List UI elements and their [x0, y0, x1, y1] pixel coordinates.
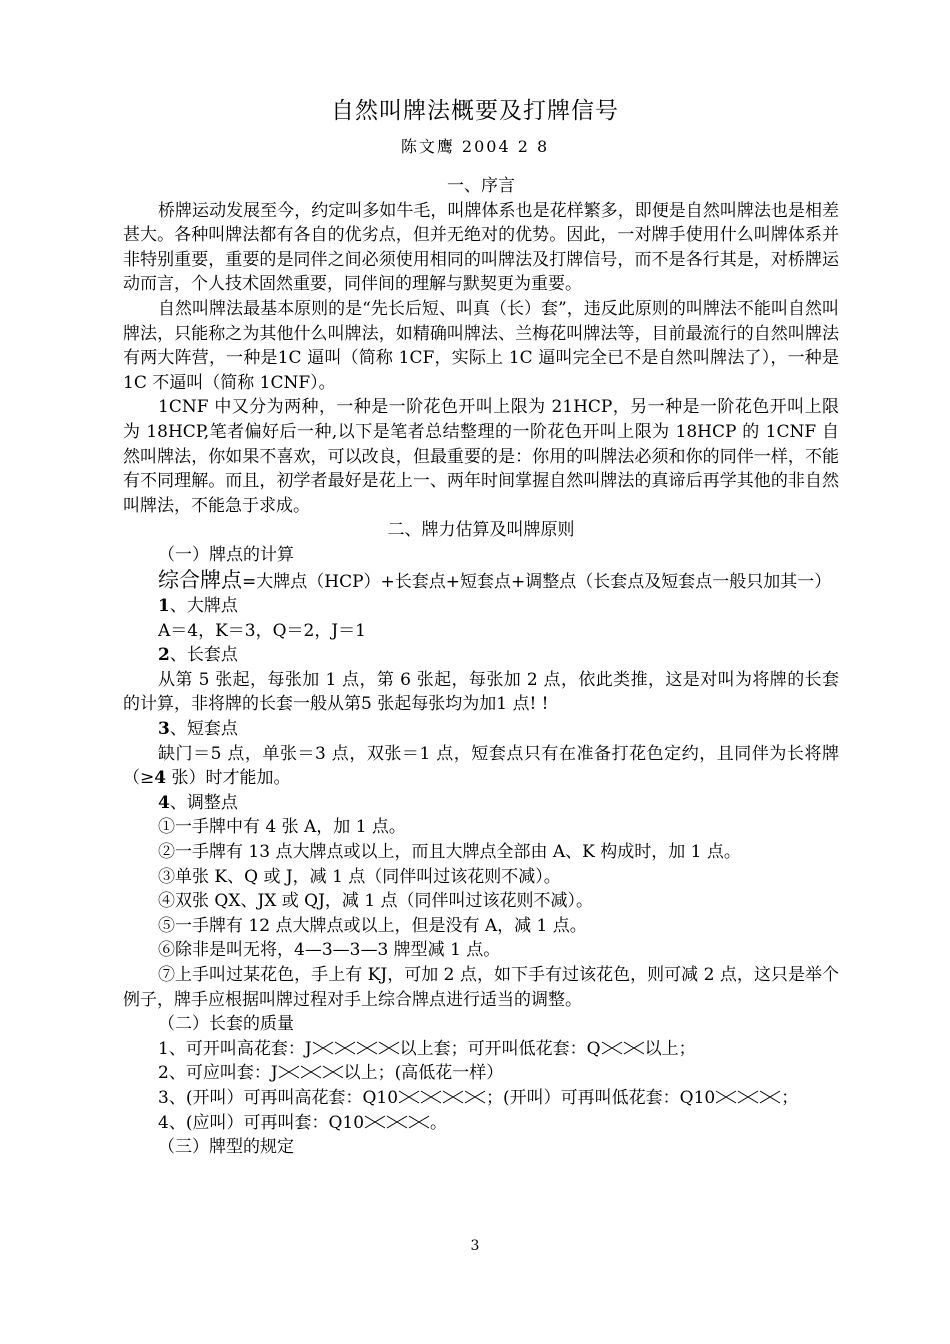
document-body: [123, 174, 839, 1160]
text-span: 。: [430, 1112, 448, 1133]
quality-line: [123, 1037, 839, 1062]
subsection-heading: （三）牌型的规定: [158, 1137, 294, 1158]
x-card-icon: [420, 1090, 442, 1104]
item-label: 、大牌点: [169, 596, 238, 617]
small-card-x-marks: [398, 1088, 486, 1108]
text-span: 以上套；可开叫低花套：Q: [399, 1038, 601, 1059]
x-card-icon: [334, 1041, 356, 1055]
small-card-x-marks: [364, 1113, 430, 1133]
text-span: 4、(应叫）可再叫套：Q10: [158, 1112, 365, 1133]
x-card-icon: [715, 1090, 737, 1104]
x-card-icon: [464, 1090, 486, 1104]
quality-line: [123, 1086, 839, 1111]
text-span: 3、(开叫）可再叫高花套：Q10: [158, 1087, 399, 1108]
quality-line: [123, 1061, 839, 1086]
item-label: 、长套点: [169, 645, 238, 666]
item-number: 1: [158, 596, 170, 617]
text-span: 张）时才能加。: [166, 768, 291, 789]
paragraph: 桥牌运动发展至今，约定叫多如牛毛，叫牌体系也是花样繁多，即便是自然叫牌法也是相差甚大。各种叫牌法都有各自的优劣点，但并无绝对的优势。因此，一对牌手使用什么叫牌体系并非特别重要，重要的是同伴之间必须使用相同的叫牌法及打牌信号，而不是各行其是，对桥牌运动而言，个人技术固然重要，同伴间的理解与默契更为重要。: [123, 200, 839, 295]
x-card-icon: [601, 1041, 623, 1055]
paragraph: 从第 5 张起，每张加 1 点，第 6 张起，每张加 2 点，依此类推，这是对叫为将牌的长套的计算，非将牌的长套一般从第5 张起每张均为加1 点! !: [123, 669, 839, 715]
text-span-bold: 4: [154, 768, 167, 789]
x-card-icon: [356, 1041, 378, 1055]
text-span: 以上；: [644, 1038, 696, 1059]
text-span: ；: [781, 1087, 799, 1108]
x-card-icon: [623, 1041, 645, 1055]
text-span: 缺门＝5 点，单张＝3 点，双张＝1 点，短套点只有在准备打花色定约，且同伴为长将牌（≥: [123, 743, 839, 789]
section-heading-preface: 一、序言: [447, 176, 515, 196]
small-card-x-marks: [601, 1039, 645, 1059]
adjust-item: ⑦上手叫过某花色，手上有 KJ，可加 2 点，如下手有过该花色，则可减 2 点，这只是举个例子，牌手应根据叫牌过程对手上综合牌点进行适当的调整。: [123, 965, 839, 1010]
paragraph: 自然叫牌法最基本原则的是“先长后短、叫真（长）套”，违反此原则的叫牌法不能叫自然叫牌法，只能称之为其他什么叫牌法，如精确叫牌法、兰梅花叫牌法等，目前最流行的自然叫牌法有两大阵营，一种是1C 逼叫（简称 1CF，实际上 1C 逼叫完全已不是自然叫牌法了），一种是 1C 不逼叫（简称 1CNF）。: [123, 298, 839, 393]
item-heading: [123, 643, 839, 668]
adjust-item: ①一手牌中有 4 张 A，加 1 点。: [158, 817, 406, 838]
item-heading: [123, 791, 839, 816]
author-date-line: 陈文鹰 2004 2 8: [400, 137, 550, 156]
x-card-icon: [398, 1090, 420, 1104]
quality-line: [123, 1111, 839, 1136]
adjust-item: ④双张 QX、JX 或 QJ，减 1 点（同伴叫过该花则不减）。: [158, 891, 594, 912]
formula-term: 综合牌点: [158, 567, 242, 592]
small-card-x-marks: [278, 1063, 344, 1083]
subsection-heading: （一）牌点的计算: [158, 544, 294, 565]
x-card-icon: [364, 1115, 386, 1129]
section-heading-evaluation: 二、牌力估算及叫牌原则: [387, 520, 575, 541]
x-card-icon: [408, 1115, 430, 1129]
item-number: 4: [158, 792, 170, 813]
text-span: 1、可开叫高花套：J: [158, 1038, 312, 1059]
x-card-icon: [442, 1090, 464, 1104]
item-number: 3: [158, 719, 170, 740]
x-card-icon: [386, 1115, 408, 1129]
formula-paragraph: [123, 568, 839, 595]
x-card-icon: [300, 1065, 322, 1079]
paragraph: [123, 742, 839, 791]
adjust-item: ⑤一手牌有 12 点大牌点或以上，但是没有 A，减 1 点。: [158, 915, 587, 936]
paragraph: 1CNF 中又分为两种，一种是一阶花色开叫上限为 21HCP，另一种是一阶花色开叫上限为 18HCP,笔者偏好后一种,以下是笔者总结整理的一阶花色开叫上限为 18HCP 的 1CNF 自然叫牌法，你如果不喜欢，可以改良，但最重要的是：你用的叫牌法必须和你的同伴一样，不能有不同理解。而且，初学者最好是花上一、两年时间掌握自然叫牌法的真谛后再学其他的非自然叫牌法，不能急于求成。: [123, 397, 839, 516]
page-title: 自然叫牌法概要及打牌信号: [331, 98, 619, 124]
item-heading: [123, 717, 839, 742]
x-card-icon: [378, 1041, 400, 1055]
item-heading: [123, 594, 839, 619]
hcp-values: A＝4，K＝3，Q＝2，J＝1: [158, 620, 366, 641]
x-card-icon: [278, 1065, 300, 1079]
adjust-item: ⑥除非是叫无将，4—3—3—3 牌型减 1 点。: [158, 940, 501, 961]
adjust-item: ③单张 K、Q 或 J，减 1 点（同伴叫过该花则不减）。: [158, 866, 561, 887]
formula-definition: =大牌点（HCP）+长套点+短套点+调整点（长套点及短套点一般只加其一）: [242, 571, 832, 592]
page-number: 3: [470, 1238, 480, 1254]
text-span: 2、可应叫套：J: [158, 1063, 278, 1084]
small-card-x-marks: [715, 1088, 781, 1108]
x-card-icon: [322, 1065, 344, 1079]
x-card-icon: [737, 1090, 759, 1104]
item-number: 2: [158, 645, 170, 666]
item-label: 、短套点: [169, 719, 238, 740]
adjust-item: ②一手牌有 13 点大牌点或以上，而且大牌点全部由 A、K 构成时，加 1 点。: [158, 842, 741, 863]
text-span: ；(开叫）可再叫低花套：Q10: [486, 1087, 716, 1108]
x-card-icon: [759, 1090, 781, 1104]
x-card-icon: [312, 1041, 334, 1055]
text-span: 以上；(高低花一样）: [343, 1063, 504, 1084]
item-label: 、调整点: [169, 792, 238, 813]
small-card-x-marks: [312, 1039, 400, 1059]
subsection-heading: （二）长套的质量: [158, 1014, 294, 1035]
